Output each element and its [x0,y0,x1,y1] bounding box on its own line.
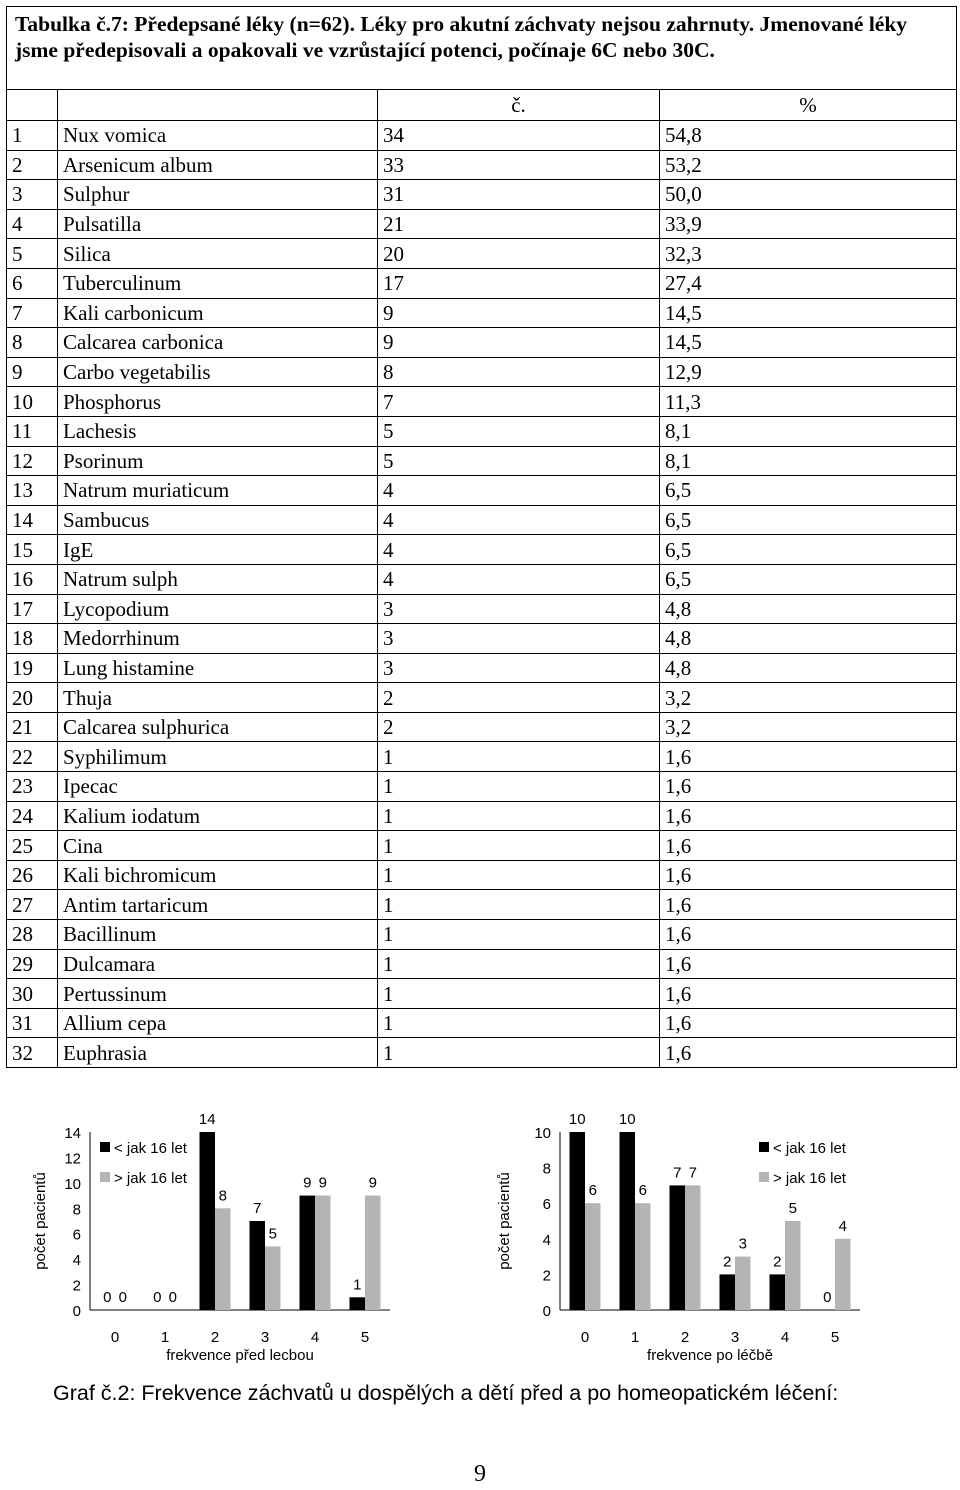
bar [300,1196,316,1310]
cell-percent: 8,1 [660,446,957,476]
x-tick-label: 0 [110,1329,120,1346]
cell-percent: 1,6 [660,890,957,920]
bar [770,1274,786,1310]
x-tick-label: 1 [160,1329,170,1346]
cell-count: 34 [378,121,660,151]
legend-swatch [100,1172,110,1182]
header-cell-number [7,90,58,121]
bar [720,1274,736,1310]
table-row [7,1038,957,1068]
legend-label: < jak 16 let [114,1140,187,1157]
cell-percent: 4,8 [660,594,957,624]
cell-percent: 3,2 [660,683,957,713]
cell-count: 5 [378,416,660,446]
cell-drug: Lycopodium [58,594,378,624]
data-label: 7 [253,1200,262,1217]
cell-drug: Euphrasia [58,1038,378,1068]
bar [215,1208,231,1310]
data-label: 2 [723,1253,732,1271]
table-row [7,594,957,624]
cell-number: 25 [7,831,58,861]
cell-number: 7 [7,298,58,328]
cell-number: 16 [7,564,58,594]
cell-number: 4 [7,209,58,239]
x-tick-label: 4 [310,1329,320,1346]
cell-percent: 53,2 [660,150,957,180]
data-label: 10 [618,1111,636,1128]
cell-drug: Natrum muriaticum [58,476,378,506]
cell-drug: Lung histamine [58,653,378,683]
y-tick-label: 12 [64,1150,81,1168]
x-tick-label: 0 [580,1329,590,1346]
cell-count: 1 [378,920,660,950]
cell-percent: 11,3 [660,387,957,417]
cell-count: 1 [378,831,660,861]
table-header-row [7,90,957,121]
bar [570,1132,586,1310]
cell-percent: 1,6 [660,801,957,831]
cell-drug: Sulphur [58,180,378,210]
cell-number: 30 [7,979,58,1009]
data-label: 4 [838,1217,847,1235]
cell-percent: 4,8 [660,624,957,654]
cell-percent: 1,6 [660,831,957,861]
cell-percent: 6,5 [660,505,957,535]
cell-number: 1 [7,121,58,151]
bar [685,1185,701,1310]
table-row [7,831,957,861]
table-row [7,298,957,328]
data-label: 9 [368,1174,377,1192]
cell-count: 1 [378,890,660,920]
data-label: 1 [353,1276,362,1294]
table-caption-row [7,7,957,90]
table-row [7,979,957,1009]
cell-number: 11 [7,416,58,446]
cell-drug: IgE [58,535,378,565]
cell-percent: 33,9 [660,209,957,239]
table-row [7,653,957,683]
cell-count: 17 [378,268,660,298]
cell-number: 3 [7,180,58,210]
y-tick-label: 10 [64,1175,81,1193]
y-tick-label: 2 [72,1277,81,1295]
header-cell-count: č. [378,90,660,121]
cell-drug: Kali carbonicum [58,298,378,328]
data-label: 5 [268,1225,277,1243]
cell-number: 23 [7,772,58,802]
cell-number: 8 [7,328,58,358]
cell-percent: 8,1 [660,416,957,446]
bar [315,1196,331,1310]
bar [250,1221,266,1310]
data-label: 6 [588,1182,597,1200]
cell-count: 4 [378,564,660,594]
cell-number: 31 [7,1008,58,1038]
y-tick-label: 4 [72,1252,81,1270]
cell-drug: Bacillinum [58,920,378,950]
table-row [7,772,957,802]
table-row [7,890,957,920]
cell-count: 1 [378,742,660,772]
cell-count: 1 [378,772,660,802]
cell-drug: Dulcamara [58,949,378,979]
data-label: 7 [673,1164,682,1182]
cell-drug: Natrum sulph [58,564,378,594]
cell-drug: Nux vomica [58,121,378,151]
cell-percent: 1,6 [660,860,957,890]
cell-drug: Cina [58,831,378,861]
x-axis-label: frekvence po léčbě [647,1347,773,1364]
cell-drug: Antim tartaricum [58,890,378,920]
cell-number: 13 [7,476,58,506]
data-label: 9 [303,1174,312,1192]
cell-count: 2 [378,683,660,713]
cell-percent: 54,8 [660,121,957,151]
table-row [7,150,957,180]
cell-count: 9 [378,328,660,358]
y-tick-label: 2 [542,1267,551,1285]
table-row [7,446,957,476]
bar [635,1203,651,1310]
cell-drug: Thuja [58,683,378,713]
cell-count: 1 [378,1008,660,1038]
cell-count: 31 [378,180,660,210]
cell-percent: 14,5 [660,298,957,328]
cell-count: 1 [378,979,660,1009]
bar [365,1196,381,1310]
cell-drug: Kalium iodatum [58,801,378,831]
cell-number: 14 [7,505,58,535]
x-tick-label: 3 [730,1329,740,1346]
y-tick-label: 8 [72,1201,81,1219]
cell-drug: Medorrhinum [58,624,378,654]
cell-count: 2 [378,712,660,742]
cell-percent: 27,4 [660,268,957,298]
data-label: 3 [738,1235,747,1253]
cell-count: 21 [378,209,660,239]
legend-label: < jak 16 let [773,1140,846,1157]
cell-percent: 1,6 [660,742,957,772]
prescribed-drugs-table [6,6,957,1068]
data-label: 9 [318,1174,327,1192]
cell-count: 1 [378,860,660,890]
table-caption: Tabulka č.7: Předepsané léky (n=62). Léky pro akutní záchvaty nejsou zahrnuty. Jmenované léky jsme předepisovali a opakovali ve vzrůstající potenci, počínaje 6C nebo 30C. [7,7,957,90]
figure-caption: Graf č.2: Frekvence záchvatů u dospělých a dětí před a po homeopatickém léčení: [53,1381,839,1405]
cell-count: 1 [378,949,660,979]
table-row [7,121,957,151]
cell-number: 22 [7,742,58,772]
header-cell-drug [58,90,378,121]
table-row [7,801,957,831]
y-tick-label: 4 [542,1231,551,1249]
cell-percent: 1,6 [660,920,957,950]
y-tick-label: 14 [64,1125,81,1142]
data-label: 10 [568,1111,586,1128]
table-row [7,209,957,239]
y-tick-label: 0 [72,1303,81,1320]
legend-swatch [759,1142,769,1152]
x-tick-label: 2 [210,1329,220,1346]
cell-number: 24 [7,801,58,831]
y-tick-label: 6 [542,1196,551,1214]
cell-percent: 1,6 [660,979,957,1009]
cell-number: 20 [7,683,58,713]
bar [735,1257,751,1310]
cell-percent: 14,5 [660,328,957,358]
data-label: 0 [168,1289,177,1306]
cell-number: 21 [7,712,58,742]
y-tick-label: 6 [72,1226,81,1244]
header-cell-percent: % [660,90,957,121]
cell-count: 20 [378,239,660,269]
cell-number: 2 [7,150,58,180]
cell-number: 15 [7,535,58,565]
bar [835,1239,851,1310]
legend-swatch [759,1172,769,1182]
cell-number: 26 [7,860,58,890]
table-row [7,505,957,535]
y-axis-label: počet pacientů [496,1172,513,1270]
cell-number: 19 [7,653,58,683]
table-row [7,239,957,269]
table-row [7,328,957,358]
cell-number: 10 [7,387,58,417]
cell-percent: 1,6 [660,1038,957,1068]
cell-percent: 3,2 [660,712,957,742]
table-row [7,535,957,565]
cell-drug: Calcarea carbonica [58,328,378,358]
cell-count: 8 [378,357,660,387]
legend-label: > jak 16 let [773,1170,846,1187]
cell-count: 3 [378,624,660,654]
cell-percent: 6,5 [660,476,957,506]
cell-drug: Lachesis [58,416,378,446]
table-row [7,180,957,210]
y-axis-label: počet pacientů [32,1172,49,1270]
x-tick-label: 4 [780,1329,790,1346]
cell-drug: Silica [58,239,378,269]
table-row [7,624,957,654]
table-row [7,860,957,890]
table-row [7,564,957,594]
legend-label: > jak 16 let [114,1170,187,1187]
table-row [7,268,957,298]
cell-drug: Syphilimum [58,742,378,772]
table-row [7,920,957,950]
chart-before-treatment [0,1095,480,1370]
cell-count: 4 [378,476,660,506]
cell-drug: Phosphorus [58,387,378,417]
cell-count: 3 [378,594,660,624]
bar [785,1221,801,1310]
cell-drug: Pertussinum [58,979,378,1009]
cell-count: 5 [378,446,660,476]
table-row [7,416,957,446]
cell-number: 5 [7,239,58,269]
cell-count: 3 [378,653,660,683]
x-axis-label: frekvence před lecbou [166,1347,314,1364]
cell-drug: Allium cepa [58,1008,378,1038]
data-label: 5 [788,1200,797,1217]
data-label: 0 [103,1289,112,1306]
cell-drug: Calcarea sulphurica [58,712,378,742]
page-number: 9 [474,1461,486,1487]
cell-count: 1 [378,1038,660,1068]
cell-number: 28 [7,920,58,950]
cell-count: 4 [378,505,660,535]
cell-number: 29 [7,949,58,979]
cell-count: 33 [378,150,660,180]
cell-number: 32 [7,1038,58,1068]
cell-drug: Arsenicum album [58,150,378,180]
cell-percent: 4,8 [660,653,957,683]
x-tick-label: 2 [680,1329,690,1346]
bar [200,1132,216,1310]
data-label: 14 [198,1111,216,1128]
cell-number: 17 [7,594,58,624]
cell-drug: Tuberculinum [58,268,378,298]
cell-percent: 1,6 [660,949,957,979]
data-label: 0 [118,1289,127,1306]
data-label: 2 [773,1253,782,1271]
table-row [7,387,957,417]
table-row [7,683,957,713]
bar [350,1297,366,1310]
cell-percent: 1,6 [660,772,957,802]
bar [265,1246,281,1310]
cell-count: 7 [378,387,660,417]
cell-percent: 1,6 [660,1008,957,1038]
table-row [7,712,957,742]
table-row [7,357,957,387]
cell-number: 12 [7,446,58,476]
x-tick-label: 5 [830,1329,840,1346]
cell-percent: 6,5 [660,564,957,594]
cell-percent: 32,3 [660,239,957,269]
data-label: 0 [153,1289,162,1306]
y-tick-label: 10 [534,1125,551,1142]
cell-percent: 50,0 [660,180,957,210]
cell-drug: Sambucus [58,505,378,535]
bar [670,1185,686,1310]
cell-number: 6 [7,268,58,298]
table-row [7,949,957,979]
cell-count: 4 [378,535,660,565]
data-label: 7 [688,1164,697,1182]
data-label: 6 [638,1182,647,1200]
cell-number: 27 [7,890,58,920]
data-label: 0 [823,1289,832,1306]
x-tick-label: 1 [630,1329,640,1346]
cell-count: 1 [378,801,660,831]
x-tick-label: 5 [360,1329,370,1346]
cell-drug: Psorinum [58,446,378,476]
cell-drug: Ipecac [58,772,378,802]
cell-drug: Pulsatilla [58,209,378,239]
cell-number: 9 [7,357,58,387]
chart-after-treatment [480,1095,960,1370]
legend-swatch [100,1142,110,1152]
cell-number: 18 [7,624,58,654]
table-row [7,742,957,772]
y-tick-label: 8 [542,1160,551,1178]
cell-percent: 6,5 [660,535,957,565]
x-tick-label: 3 [260,1329,270,1346]
y-tick-label: 0 [542,1303,551,1320]
cell-drug: Carbo vegetabilis [58,357,378,387]
table-row [7,476,957,506]
data-label: 8 [218,1187,227,1205]
cell-percent: 12,9 [660,357,957,387]
cell-count: 9 [378,298,660,328]
cell-drug: Kali bichromicum [58,860,378,890]
bar [620,1132,636,1310]
table-row [7,1008,957,1038]
bar [585,1203,601,1310]
